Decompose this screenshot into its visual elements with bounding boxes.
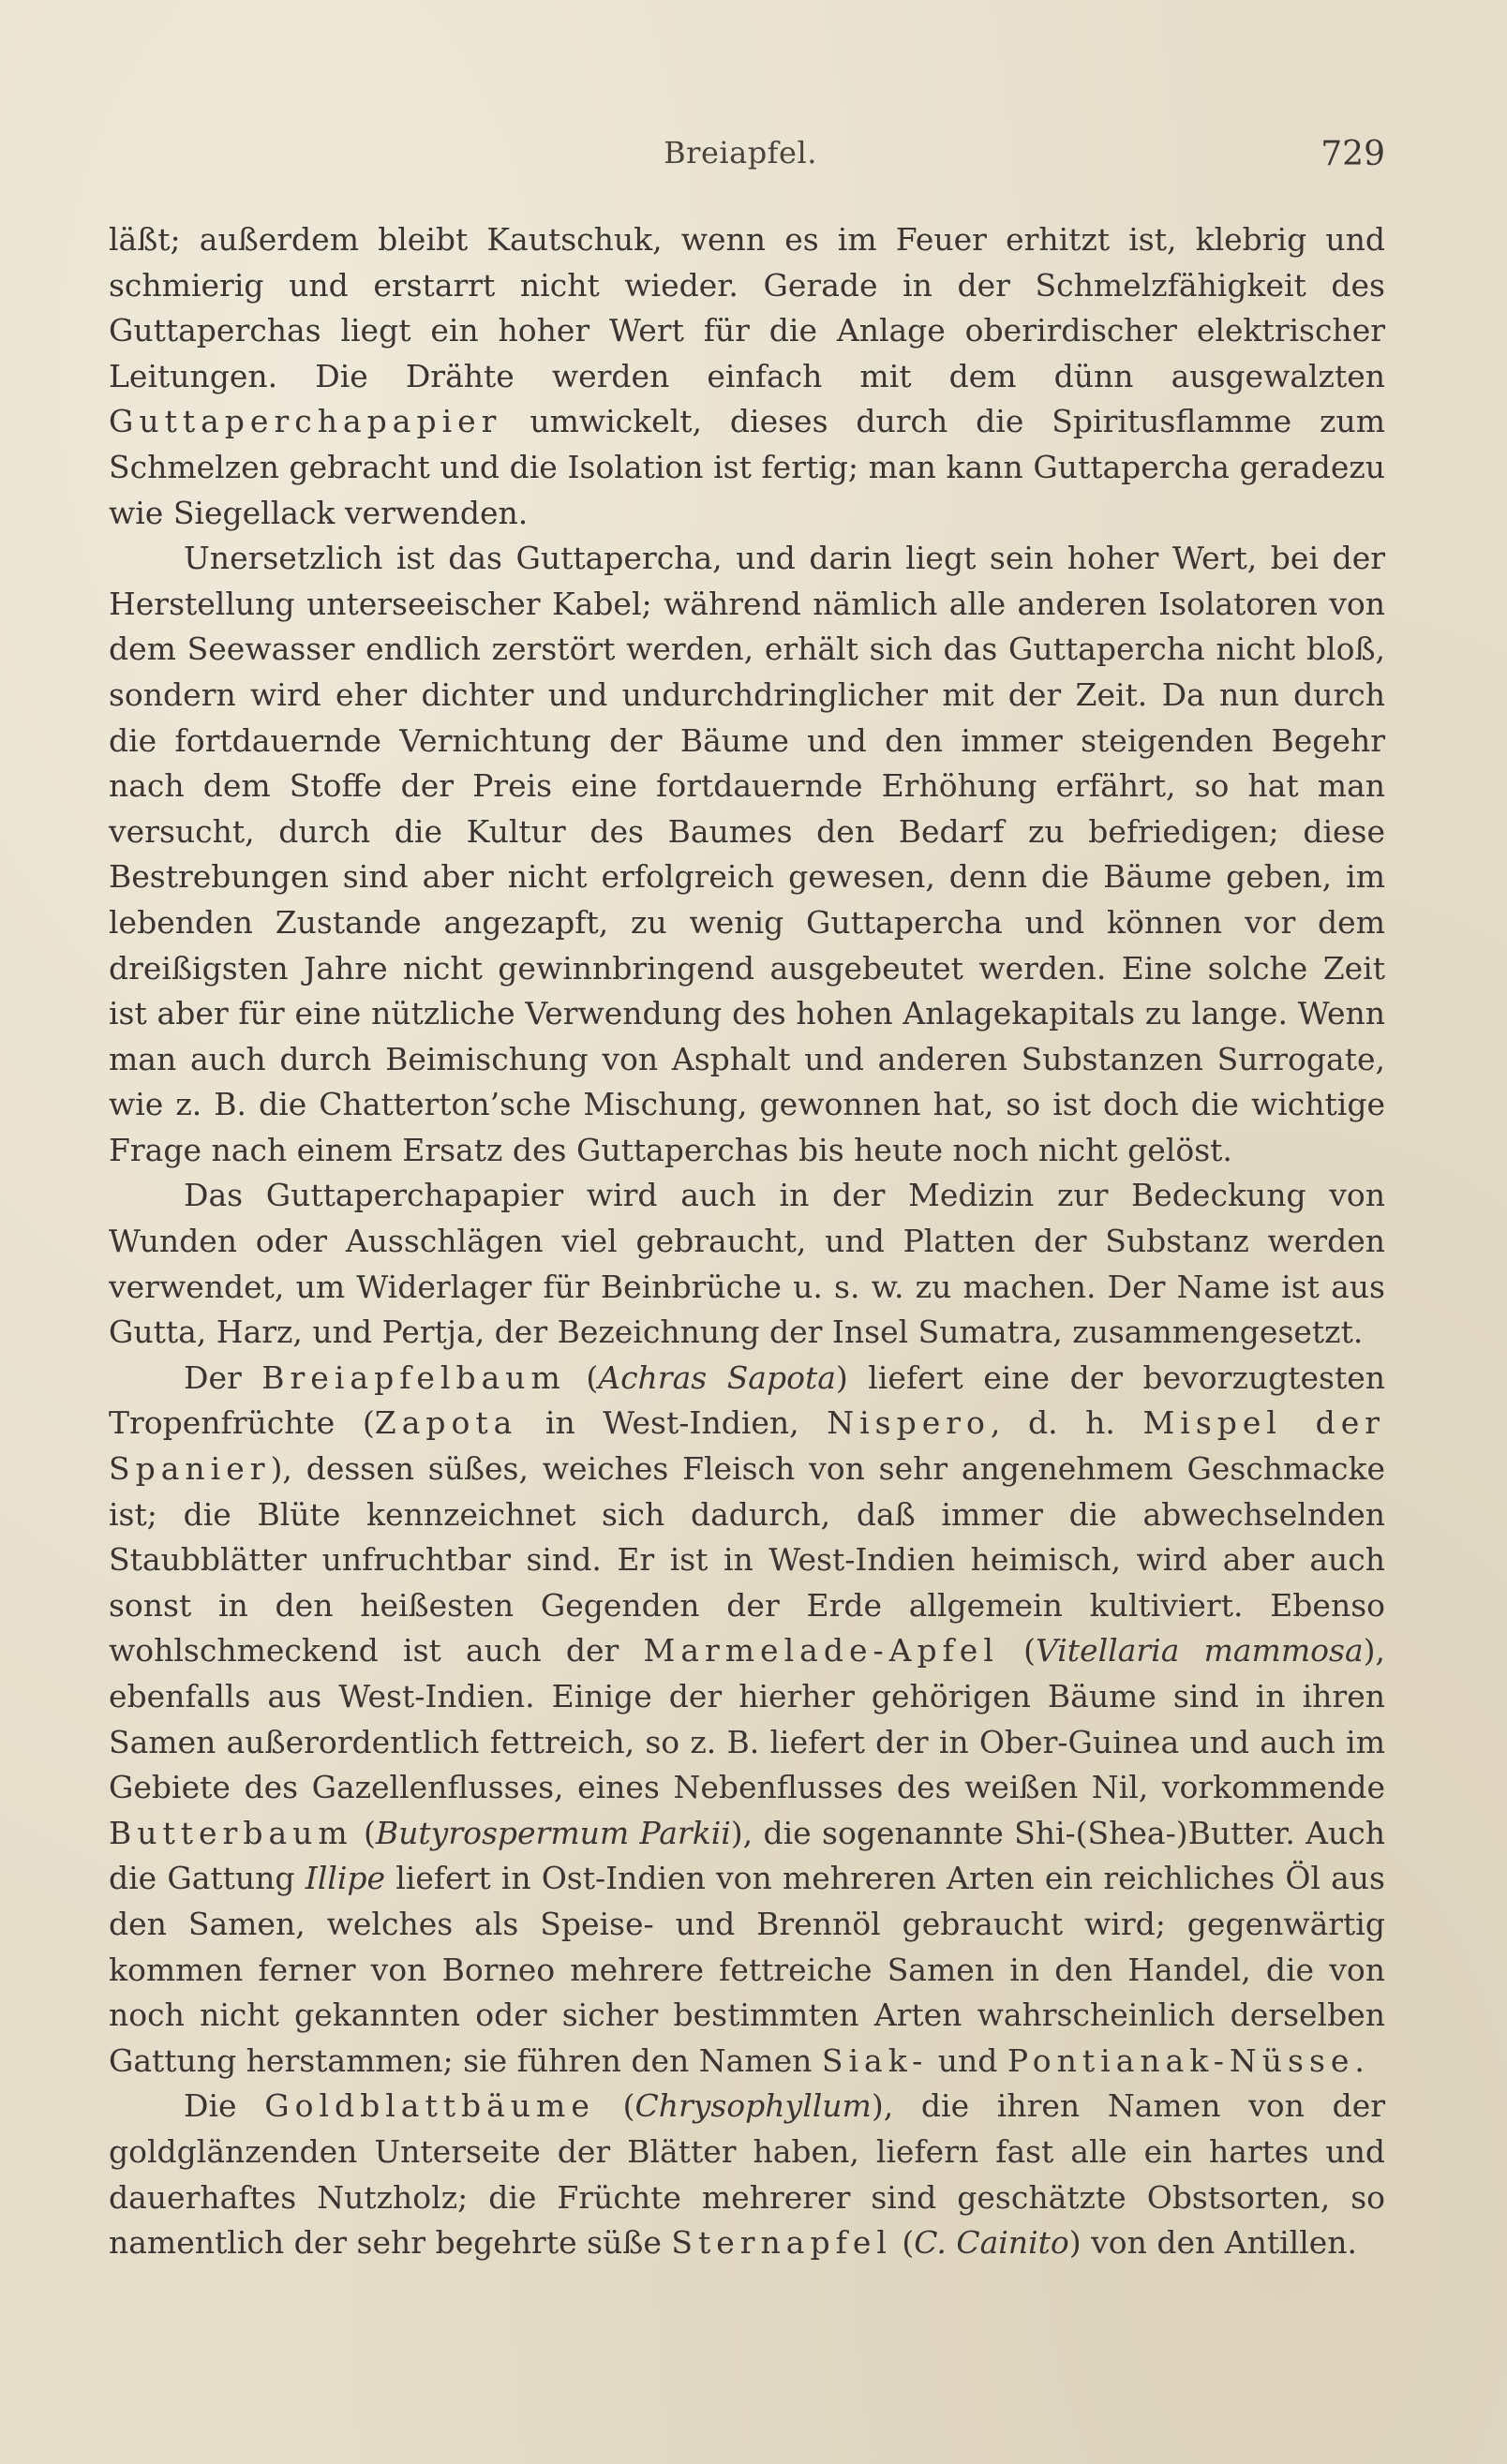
paragraph-5 [109, 2084, 1385, 2265]
italic-term: C. Cainito [914, 2224, 1069, 2262]
text-run: umwickelt, dieses durch die Spiritusflamme zum Schmelzen gebracht und die Isolation ist fertig; man kann Guttapercha geradezu wie Siegellack verwenden. [109, 403, 1385, 531]
text-run: ), dessen süßes, weiches Fleisch von sehr angenehmem Geschmacke ist; die Blüte kennzeichnet sich dadurch, daß immer die abwechselnden Staubblätter unfruchtbar sind. Er ist in West-Indien heimisch, wird aber auch sonst in den heißesten Gegenden der Erde allgemein kultiviert. Ebenso wohlschmeckend ist auch der [109, 1450, 1385, 1670]
spaced-term: Marmelade-Apfel [643, 1632, 999, 1670]
text-run: ( [565, 1358, 599, 1396]
text-run: läßt; außerdem bleibt Kautschuk, wenn es im Feuer erhitzt ist, klebrig und schmierig und erstarrt nicht wieder. Gerade in der Schmelzfähigkeit des Guttaperchas liegt ein hoher Wert für die Anlage oberirdischer elektrischer Leitungen. Die Drähte werden einfach mit dem dünn ausgewalzten [109, 221, 1385, 394]
spaced-term: Siak- [821, 2041, 929, 2079]
page-number: 729 [1320, 135, 1385, 173]
text-run: in West-Indien, [517, 1404, 828, 1442]
text-run: ), ebenfalls aus West-Indien. Einige der hierher gehörigen Bäume sind in ihren Samen außerordentlich fettreich, so z. B. liefert der in Ober-Guinea und auch im Gebiete des Gazellenflusses, eines Nebenflusses des weißen Nil, vorkommende [109, 1632, 1385, 1806]
text-run: Unersetzlich ist das Guttapercha, und darin liegt sein hoher Wert, bei der Herstellung unterseeischer Kabel; während nämlich alle anderen Isolatoren von dem Seewasser endlich zerstört werden, erhält sich das Guttapercha nicht bloß, sondern wird eher dichter und undurchdringlicher mit der Zeit. Da nun durch die fortdauernde Vernichtung der Bäume und den immer steigenden Begehr nach dem Stoffe der Preis eine fortdauernde Erhöhung erfährt, so hat man versucht, durch die Kultur des Baumes den Bedarf zu befriedigen; diese Bestrebungen sind aber nicht erfolgreich gewesen, denn die Bäume geben, im lebenden Zustande angezapft, zu wenig Guttapercha und können vor dem dreißigsten Jahre nicht gewinnbringend ausgebeutet werden. Eine solche Zeit ist aber für eine nützliche Verwendung des hohen Anlagekapitals zu lange. Wenn man auch durch Beimischung von Asphalt und anderen Substanzen Surrogate, wie z. B. die Chatterton’sche Mischung, gewonnen hat, so ist doch die wichtige Frage nach einem Ersatz des Guttaperchas bis heute noch nicht gelöst. [109, 540, 1385, 1168]
italic-term: Illipe [305, 1860, 386, 1897]
text-run: ( [352, 1814, 376, 1851]
paragraph-3 [109, 1173, 1385, 1355]
text-run: ( [594, 2087, 635, 2125]
spaced-term: Breiapfelbaum [261, 1358, 566, 1396]
text-run: ) von den Antillen. [1068, 2224, 1358, 2262]
body-text [109, 217, 1385, 2266]
text-run: liefert in Ost-Indien von mehreren Arten ein reichliches Öl aus den Samen, welches als Speise- und Brennöl gebraucht wird; gegenwärtig kommen ferner von Borneo mehrere fettreiche Samen in den Handel, die von noch nicht gekannten oder sicher bestimmten Arten wahrscheinlich derselben Gattung herstammen; sie führen den Namen [109, 1860, 1385, 2079]
running-head [0, 131, 1507, 178]
italic-term: Achras Sapota [598, 1358, 836, 1396]
spaced-term: Pontianak-Nüsse [1007, 2041, 1355, 2079]
text-run: Der [184, 1358, 262, 1396]
spaced-term: Nispero [827, 1404, 991, 1442]
text-run: ( [891, 2224, 915, 2262]
paragraph-2 [109, 536, 1385, 1173]
text-run: ), die ihren Namen von der goldglänzenden Unterseite der Blätter haben, liefern fast alle ein hartes und dauerhaftes Nutzholz; die Früchte mehrerer sind geschätzte Obstsorten, so namentlich der sehr begehrte süße [109, 2087, 1385, 2262]
spaced-term: Guttaperchapapier [109, 403, 502, 440]
running-title: Breiapfel. [664, 135, 817, 171]
spaced-term: Butterbaum [109, 1814, 353, 1851]
spaced-term: Zapota [374, 1404, 518, 1442]
text-run: ), die sogenannte Shi-(Shea-)Butter. Auch die Gattung [109, 1814, 1385, 1897]
text-run: ( [998, 1632, 1036, 1670]
text-run: , d. h. [990, 1404, 1143, 1442]
spaced-term: Sternapfel [671, 2224, 892, 2262]
spaced-term: Goldblattbäume [264, 2087, 595, 2125]
text-run: Die [184, 2087, 265, 2125]
text-run: und [928, 2041, 1007, 2079]
italic-term: Vitellaria mammosa [1035, 1632, 1364, 1670]
paragraph-4 [109, 1356, 1385, 2085]
spaced-term: Mispel der Spanier [109, 1404, 1385, 1488]
text-run: . [1354, 2041, 1365, 2079]
italic-term: Butyrospermum Parkii [375, 1814, 731, 1851]
paragraph-1 [109, 217, 1385, 536]
text-run: ) liefert eine der bevorzugtesten Tropenfrüchte ( [109, 1358, 1385, 1442]
italic-term: Chrysophyllum [634, 2087, 872, 2125]
text-run: Das Guttaperchapapier wird auch in der Medizin zur Bedeckung von Wunden oder Ausschlägen viel gebraucht, und Platten der Substanz werden verwendet, um Widerlager für Beinbrüche u. s. w. zu machen. Der Name ist aus Gutta, Harz, und Pertja, der Bezeichnung der Insel Sumatra, zusammengesetzt. [109, 1177, 1385, 1351]
